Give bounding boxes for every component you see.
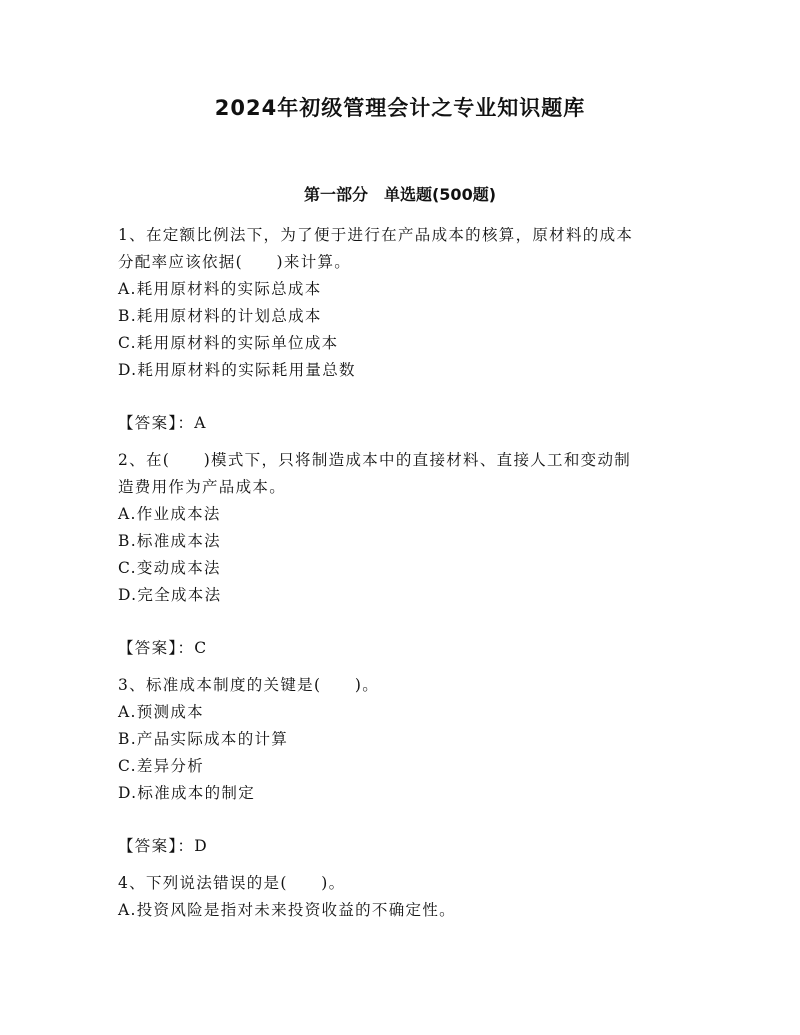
option-a: A.耗用原材料的实际总成本 [118,280,322,298]
question-stem-line: 2、在( )模式下，只将制造成本中的直接材料、直接人工和变动制 [118,451,632,469]
question-1 [118,222,688,437]
option-c: C.变动成本法 [118,559,221,577]
option-a: A.投资风险是指对未来投资收益的不确定性。 [118,901,456,919]
answer-label: 【答案】：D [118,837,208,855]
question-3 [118,672,688,860]
option-a: A.预测成本 [118,703,204,721]
option-a: A.作业成本法 [118,505,221,523]
section-title: 第一部分 单选题(500题) [303,185,497,204]
question-list [118,222,688,924]
option-b: B.产品实际成本的计算 [118,730,289,748]
question-2 [118,447,688,662]
option-d: D.标准成本的制定 [118,784,256,802]
option-d: D.耗用原材料的实际耗用量总数 [118,361,356,379]
question-4 [118,870,688,924]
option-b: B.标准成本法 [118,532,221,550]
document-title: 2024年初级管理会计之专业知识题库 [214,96,586,120]
question-stem-line: 1、在定额比例法下，为了便于进行在产品成本的核算，原材料的成本 [118,226,634,244]
answer-label: 【答案】：C [118,639,208,657]
option-c: C.差异分析 [118,757,205,775]
option-c: C.耗用原材料的实际单位成本 [118,334,339,352]
question-stem-line: 造费用作为产品成本。 [118,478,287,496]
option-d: D.完全成本法 [118,586,222,604]
question-stem-line: 4、下列说法错误的是( )。 [118,874,346,892]
option-b: B.耗用原材料的计划总成本 [118,307,322,325]
question-stem-line: 3、标准成本制度的关键是( )。 [118,676,380,694]
question-stem-line: 分配率应该依据( )来计算。 [118,253,352,271]
answer-label: 【答案】：A [118,414,207,432]
